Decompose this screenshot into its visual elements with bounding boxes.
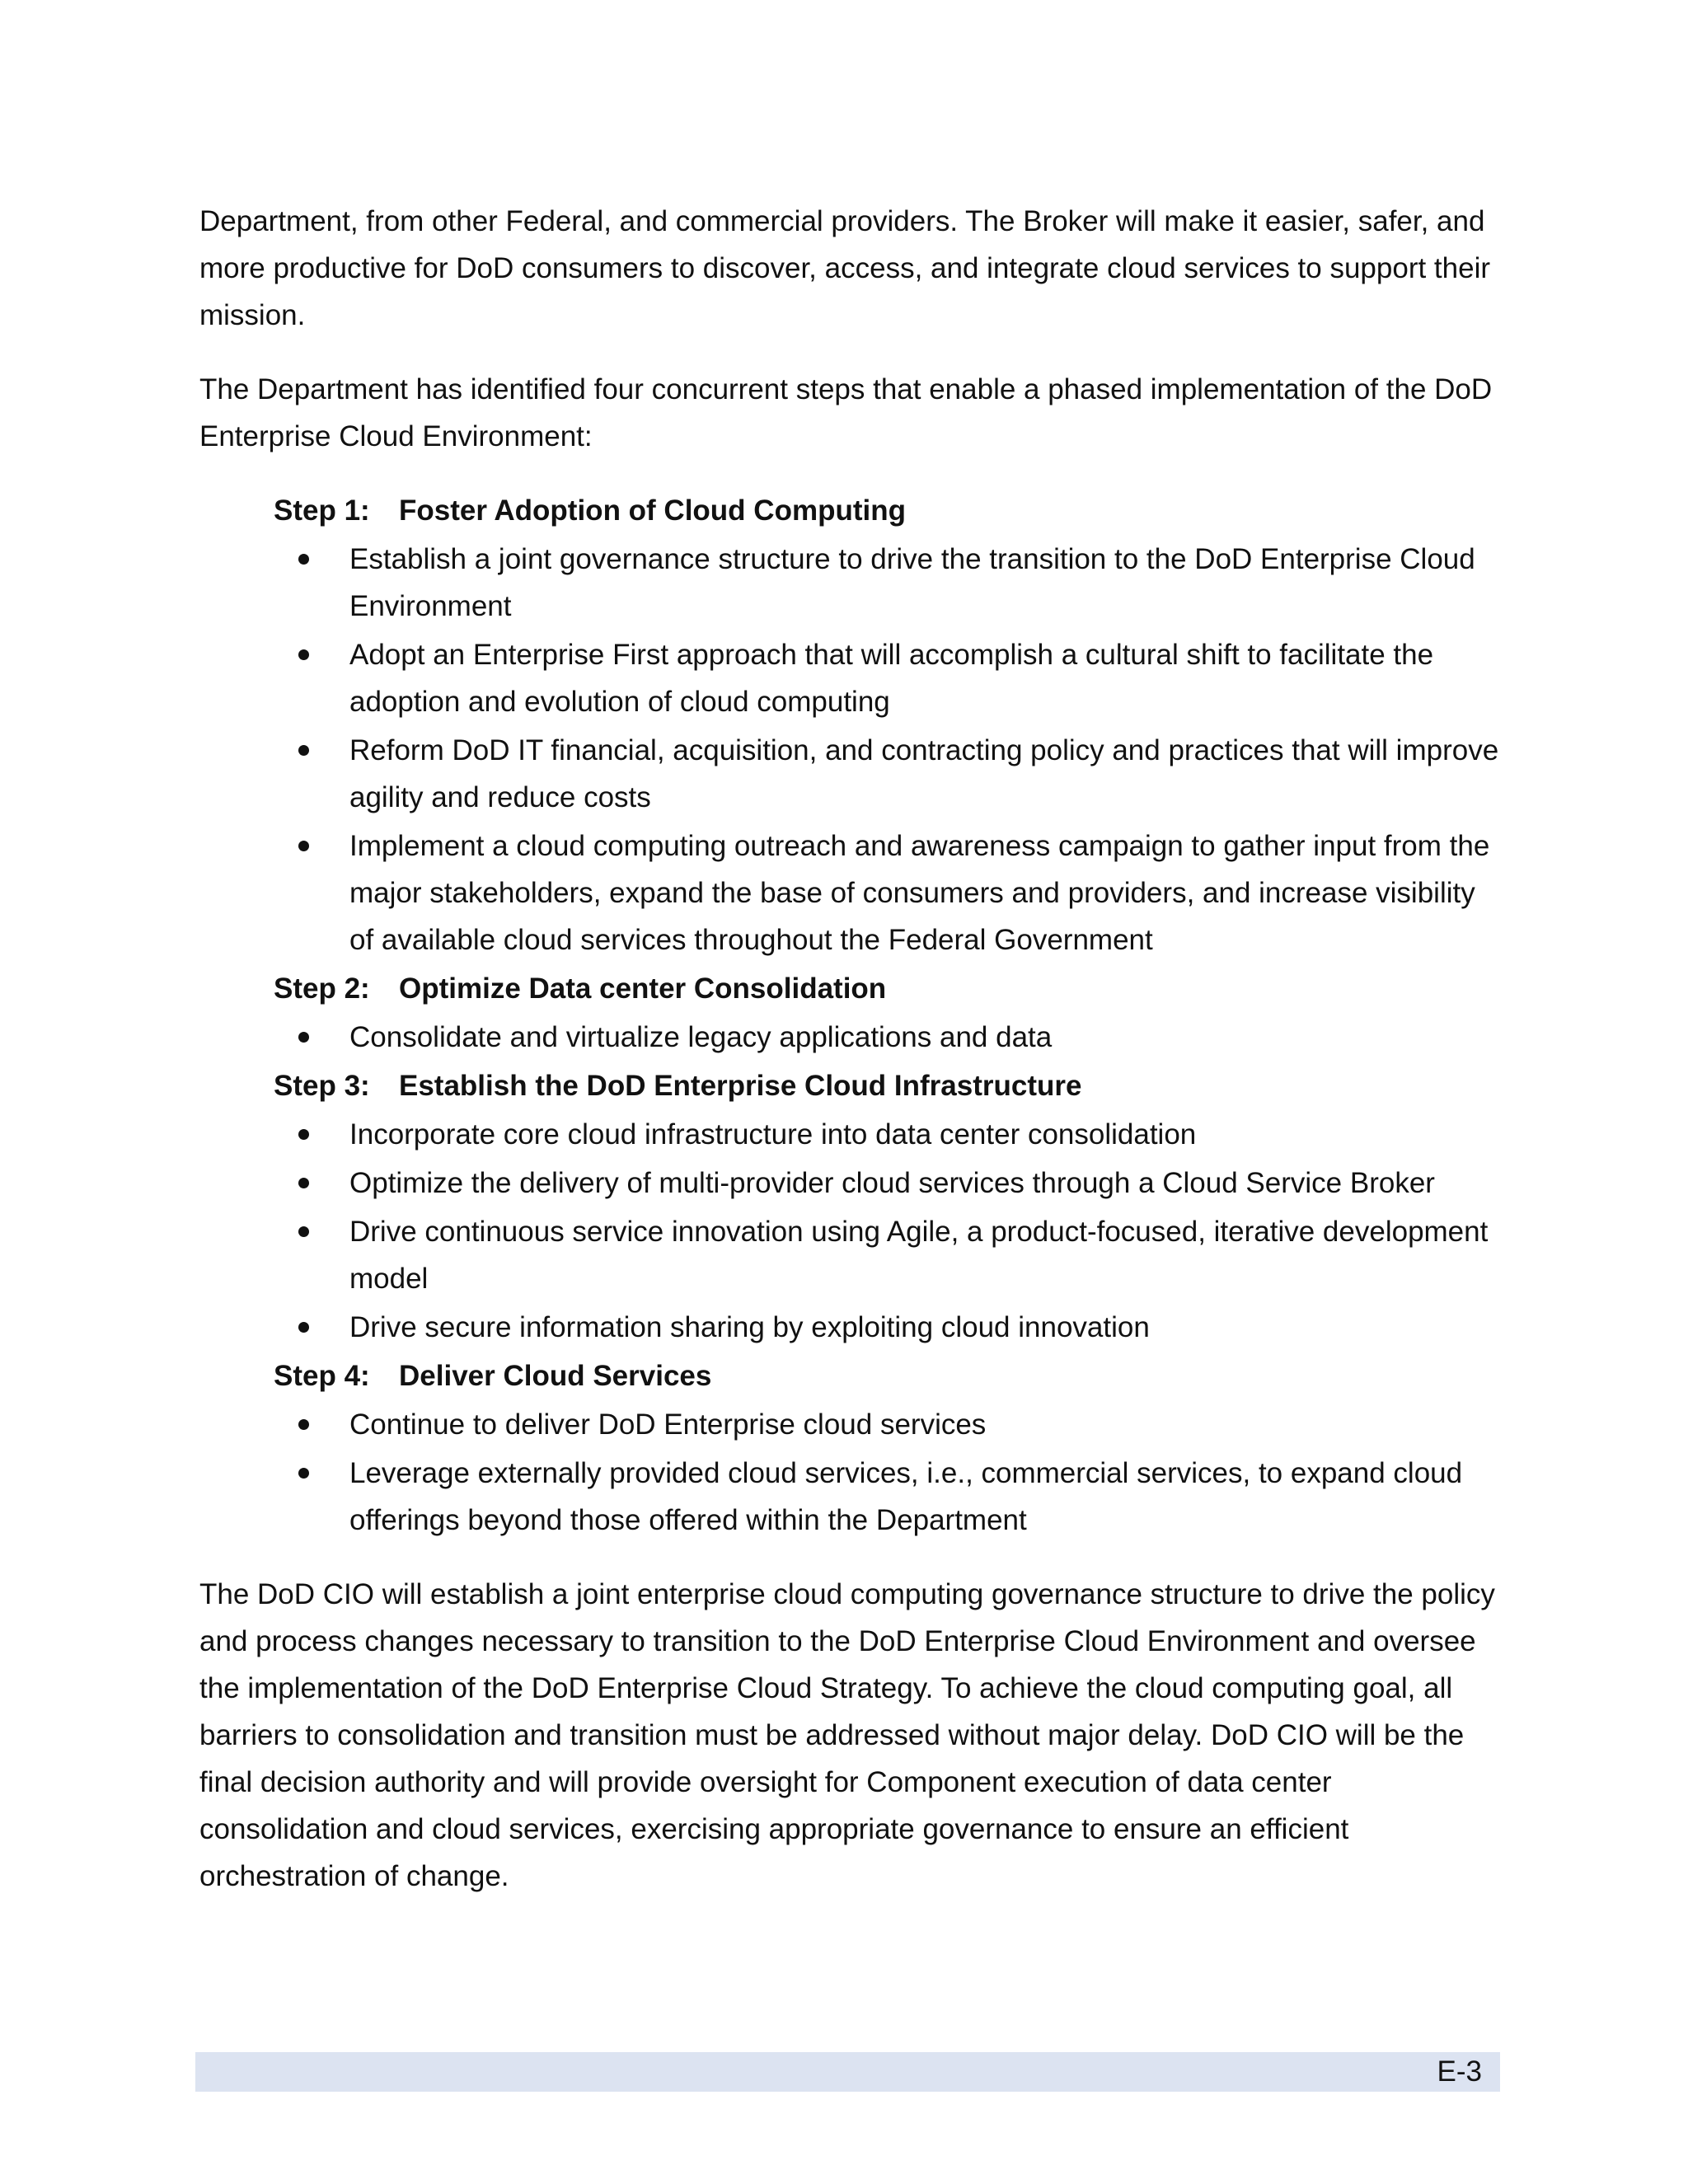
list-item-text: Adopt an Enterprise First approach that will accomplish a cultural shift to facilitate the adoption and evolution of cloud computing bbox=[349, 639, 1434, 718]
list-item bbox=[199, 823, 1502, 963]
list-item-text: Reform DoD IT financial, acquisition, and contracting policy and practices that will improve agility and reduce costs bbox=[349, 734, 1499, 813]
bullet-icon bbox=[298, 554, 309, 565]
footer-bar bbox=[195, 2052, 1500, 2092]
list-item-text: Incorporate core cloud infrastructure into data center consolidation bbox=[349, 1118, 1197, 1151]
list-item-text: Leverage externally provided cloud services, i.e., commercial services, to expand cloud offerings beyond those offered within the Department bbox=[349, 1457, 1463, 1536]
list-item-text: Consolidate and virtualize legacy applications and data bbox=[349, 1021, 1053, 1053]
step-label: Step 4: bbox=[274, 1360, 370, 1392]
step-heading bbox=[199, 965, 1502, 1012]
list-item-text: Establish a joint governance structure to drive the transition to the DoD Enterprise Cloud Environment bbox=[349, 543, 1475, 622]
step-bullets bbox=[199, 1014, 1502, 1061]
page-content bbox=[199, 198, 1502, 1927]
step-label: Step 1: bbox=[274, 494, 370, 527]
step-heading bbox=[199, 1352, 1502, 1399]
intro-paragraph: Department, from other Federal, and commercial providers. The Broker will make it easier, safer, and more productive for DoD consumers to discover, access, and integrate cloud services to support their mission. bbox=[199, 205, 1491, 331]
step-title: Establish the DoD Enterprise Cloud Infrastructure bbox=[399, 1070, 1082, 1102]
steps-intro-paragraph: The Department has identified four concurrent steps that enable a phased implementation of the DoD Enterprise Cloud Environment: bbox=[199, 373, 1493, 452]
bullet-icon bbox=[298, 1468, 309, 1479]
list-item bbox=[199, 1208, 1502, 1302]
list-item bbox=[199, 1160, 1502, 1207]
step-heading bbox=[199, 1062, 1502, 1109]
list-item bbox=[199, 727, 1502, 821]
list-item-text: Implement a cloud computing outreach and awareness campaign to gather input from the major stakeholders, expand the base of consumers and providers, and increase visibility of available cloud services throughout the Federal Government bbox=[349, 830, 1490, 956]
bullet-icon bbox=[298, 1226, 309, 1237]
list-item bbox=[199, 1014, 1502, 1061]
list-item bbox=[199, 1401, 1502, 1448]
step-label: Step 3: bbox=[274, 1070, 370, 1102]
list-item-text: Drive secure information sharing by exploiting cloud innovation bbox=[349, 1311, 1150, 1343]
step-bullets bbox=[199, 536, 1502, 963]
bullet-icon bbox=[298, 1178, 309, 1188]
bullet-icon bbox=[298, 649, 309, 660]
list-item-text: Continue to deliver DoD Enterprise cloud services bbox=[349, 1408, 987, 1441]
list-item bbox=[199, 1111, 1502, 1158]
bullet-icon bbox=[298, 1129, 309, 1140]
step-bullets bbox=[199, 1111, 1502, 1351]
bullet-icon bbox=[298, 1032, 309, 1043]
page-number: E-3 bbox=[1437, 2055, 1482, 2088]
list-item-text: Drive continuous service innovation using Agile, a product-focused, iterative development model bbox=[349, 1216, 1489, 1295]
step-label: Step 2: bbox=[274, 972, 370, 1005]
bullet-icon bbox=[298, 745, 309, 756]
list-item bbox=[199, 536, 1502, 630]
bullet-icon bbox=[298, 841, 309, 851]
bullet-icon bbox=[298, 1322, 309, 1333]
step-title: Optimize Data center Consolidation bbox=[399, 972, 887, 1005]
step-title: Deliver Cloud Services bbox=[399, 1360, 712, 1392]
list-item bbox=[199, 1304, 1502, 1351]
step-title: Foster Adoption of Cloud Computing bbox=[399, 494, 906, 527]
list-item-text: Optimize the delivery of multi-provider cloud services through a Cloud Service Broker bbox=[349, 1167, 1435, 1199]
steps-list bbox=[199, 487, 1502, 1544]
bullet-icon bbox=[298, 1419, 309, 1430]
governance-paragraph: The DoD CIO will establish a joint enterprise cloud computing governance structure to drive the policy and process changes necessary to transition to the DoD Enterprise Cloud Environment and oversee the implementation of the DoD Enterprise Cloud Strategy. To achieve the cloud computing goal, all barriers to consolidation and transition must be addressed without major delay. DoD CIO will be the final decision authority and will provide oversight for Component execution of data center consolidation and cloud services, exercising appropriate governance to ensure an efficient orchestration of change. bbox=[199, 1578, 1495, 1892]
step-heading bbox=[199, 487, 1502, 534]
list-item bbox=[199, 631, 1502, 725]
step-bullets bbox=[199, 1401, 1502, 1544]
list-item bbox=[199, 1450, 1502, 1544]
